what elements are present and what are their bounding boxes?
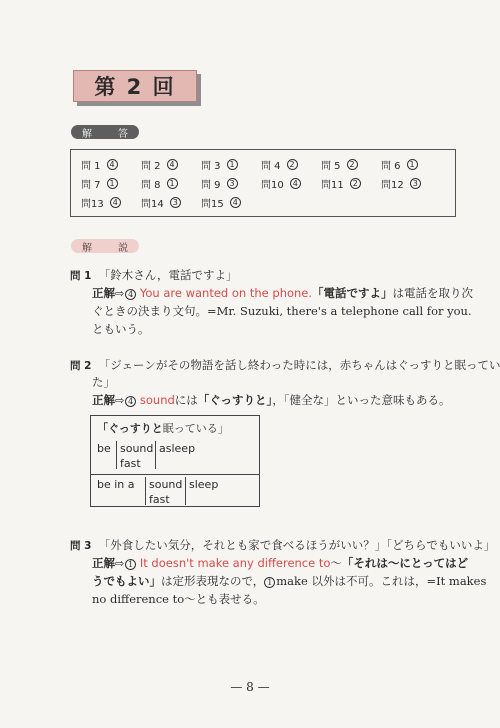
row-separator	[91, 474, 259, 475]
answer-item	[201, 195, 241, 210]
q2-label: 問 2	[70, 360, 92, 372]
q3-line3: no difference to～とも表せる。	[92, 592, 265, 606]
q1-correct-label: 正解	[92, 286, 115, 300]
answer-label: 問 6	[381, 161, 401, 172]
answer-item	[141, 176, 178, 191]
answer-choice: 3	[170, 197, 181, 208]
answer-choice: 1	[167, 178, 178, 189]
answer-key-box	[70, 149, 456, 217]
q3-phrase1: 「それは～にとってはど	[341, 556, 469, 570]
q3-prompt: 「外食したい気分，それとも家で食べるほうがいい？」「どちらでもいいよ」	[98, 538, 496, 552]
arrow-icon: ⇨	[115, 394, 125, 407]
row2-left: be in a	[97, 478, 135, 491]
answer-item	[381, 157, 418, 172]
answer-item	[201, 157, 238, 172]
answers-header: 解 答	[71, 125, 139, 139]
answer-label: 問 1	[81, 161, 101, 172]
q1-phrase: 「電話ですよ」	[312, 286, 393, 300]
row1-mid1: sound	[120, 442, 154, 455]
section-title: 第 2 回	[73, 70, 197, 102]
answer-choice: 4	[107, 159, 118, 170]
answer-label: 問14	[141, 199, 164, 210]
answer-label: 問11	[321, 180, 344, 191]
answer-choice: 2	[287, 159, 298, 170]
row2-mid1: sound	[149, 478, 183, 491]
q3-prompt-line	[70, 538, 495, 554]
answer-item	[141, 195, 181, 210]
row2-divider-right	[185, 477, 186, 505]
answer-choice: 3	[227, 178, 238, 189]
answer-label: 問15	[201, 199, 224, 210]
q2-answer-english: sound	[139, 393, 175, 407]
answer-label: 問12	[381, 180, 404, 191]
answer-item	[141, 157, 178, 172]
answer-label: 問 2	[141, 161, 161, 172]
q3-line2	[92, 574, 486, 589]
q2-phrase1: 「ぐっすりと」	[197, 393, 273, 407]
q2-prompt2: た」	[92, 375, 115, 389]
q1-line2: ぐときの決まり文句。=Mr. Suzuki, there's a telephone call for you.	[92, 304, 472, 318]
answer-choice: 2	[347, 159, 358, 170]
row1-left: be	[97, 442, 111, 455]
answer-choice: 3	[410, 178, 421, 189]
q2-answer-line	[92, 393, 451, 408]
row1-right: asleep	[159, 442, 196, 455]
answer-choice: 4	[110, 197, 121, 208]
q3-phrase2: うでもよい」	[92, 574, 161, 588]
q3-text-a: は定形表現なので，	[161, 574, 265, 588]
q2-text-a: には	[174, 393, 198, 407]
q1-answer-english: You are wanted on the phone.	[139, 286, 313, 300]
q2-prompt-line	[70, 358, 500, 374]
q2-text-b: ，「健全な」といった意味もある。	[272, 393, 451, 407]
answer-item	[321, 157, 358, 172]
answer-item	[201, 176, 238, 191]
q1-answer-line	[92, 286, 473, 301]
q2-answer-number: 4	[125, 396, 136, 407]
q1-prompt-line	[70, 268, 237, 284]
answer-label: 問 8	[141, 180, 161, 191]
answer-item	[81, 195, 121, 210]
row1-mid2: fast	[120, 457, 141, 470]
q3-correct-label: 正解	[92, 556, 115, 570]
arrow-icon: ⇨	[115, 287, 125, 300]
answer-choice: 1	[107, 178, 118, 189]
answer-choice: 2	[350, 178, 361, 189]
q1-prompt: 「鈴木さん，電話ですよ」	[98, 268, 238, 282]
page-number: — 8 —	[230, 680, 270, 694]
usage-box-title: 「ぐっすりと眠っている」	[97, 422, 229, 435]
answer-item	[381, 176, 421, 191]
answer-choice: 4	[167, 159, 178, 170]
answer-item	[261, 176, 301, 191]
q2-correct-label: 正解	[92, 393, 115, 407]
answer-label: 問10	[261, 180, 284, 191]
answer-label: 問 4	[261, 161, 281, 172]
q1-answer-number: 4	[125, 289, 136, 300]
q1-label: 問 1	[70, 270, 92, 282]
answer-label: 問 9	[201, 180, 221, 191]
answer-item	[81, 157, 118, 172]
answer-choice: 4	[290, 178, 301, 189]
q3-answer-english: It doesn't make any difference to	[139, 556, 331, 570]
q1-text1: は電話を取り次	[392, 286, 474, 300]
answer-choice: 4	[230, 197, 241, 208]
q3-answer-number: 1	[125, 559, 136, 570]
answer-item	[321, 176, 361, 191]
q3-answer-line	[92, 556, 468, 571]
q3-circled-number: 1	[264, 577, 275, 588]
answer-choice: 1	[227, 159, 238, 170]
answer-choice: 1	[407, 159, 418, 170]
answer-label: 問 7	[81, 180, 101, 191]
answer-item	[81, 176, 118, 191]
row2-mid2: fast	[149, 493, 170, 506]
arrow-icon: ⇨	[115, 557, 125, 570]
answer-label: 問 3	[201, 161, 221, 172]
usage-box	[90, 415, 260, 507]
answer-item	[261, 157, 298, 172]
q3-text-b: make 以外は不可。これは，=It makes	[276, 574, 487, 588]
q3-tilde: ～	[330, 556, 342, 570]
q1-line3: ともいう。	[92, 322, 150, 336]
row1-divider-right	[155, 441, 156, 469]
q3-label: 問 3	[70, 540, 92, 552]
answer-label: 問 5	[321, 161, 341, 172]
answer-label: 問13	[81, 199, 104, 210]
row2-right: sleep	[189, 478, 219, 491]
explanation-header: 解 説	[71, 239, 139, 253]
row2-divider-left	[145, 477, 146, 505]
q2-prompt1: 「ジェーンがその物語を話し終わった時には，赤ちゃんはぐっすりと眠ってい	[98, 358, 500, 372]
row1-divider-left	[116, 441, 117, 469]
